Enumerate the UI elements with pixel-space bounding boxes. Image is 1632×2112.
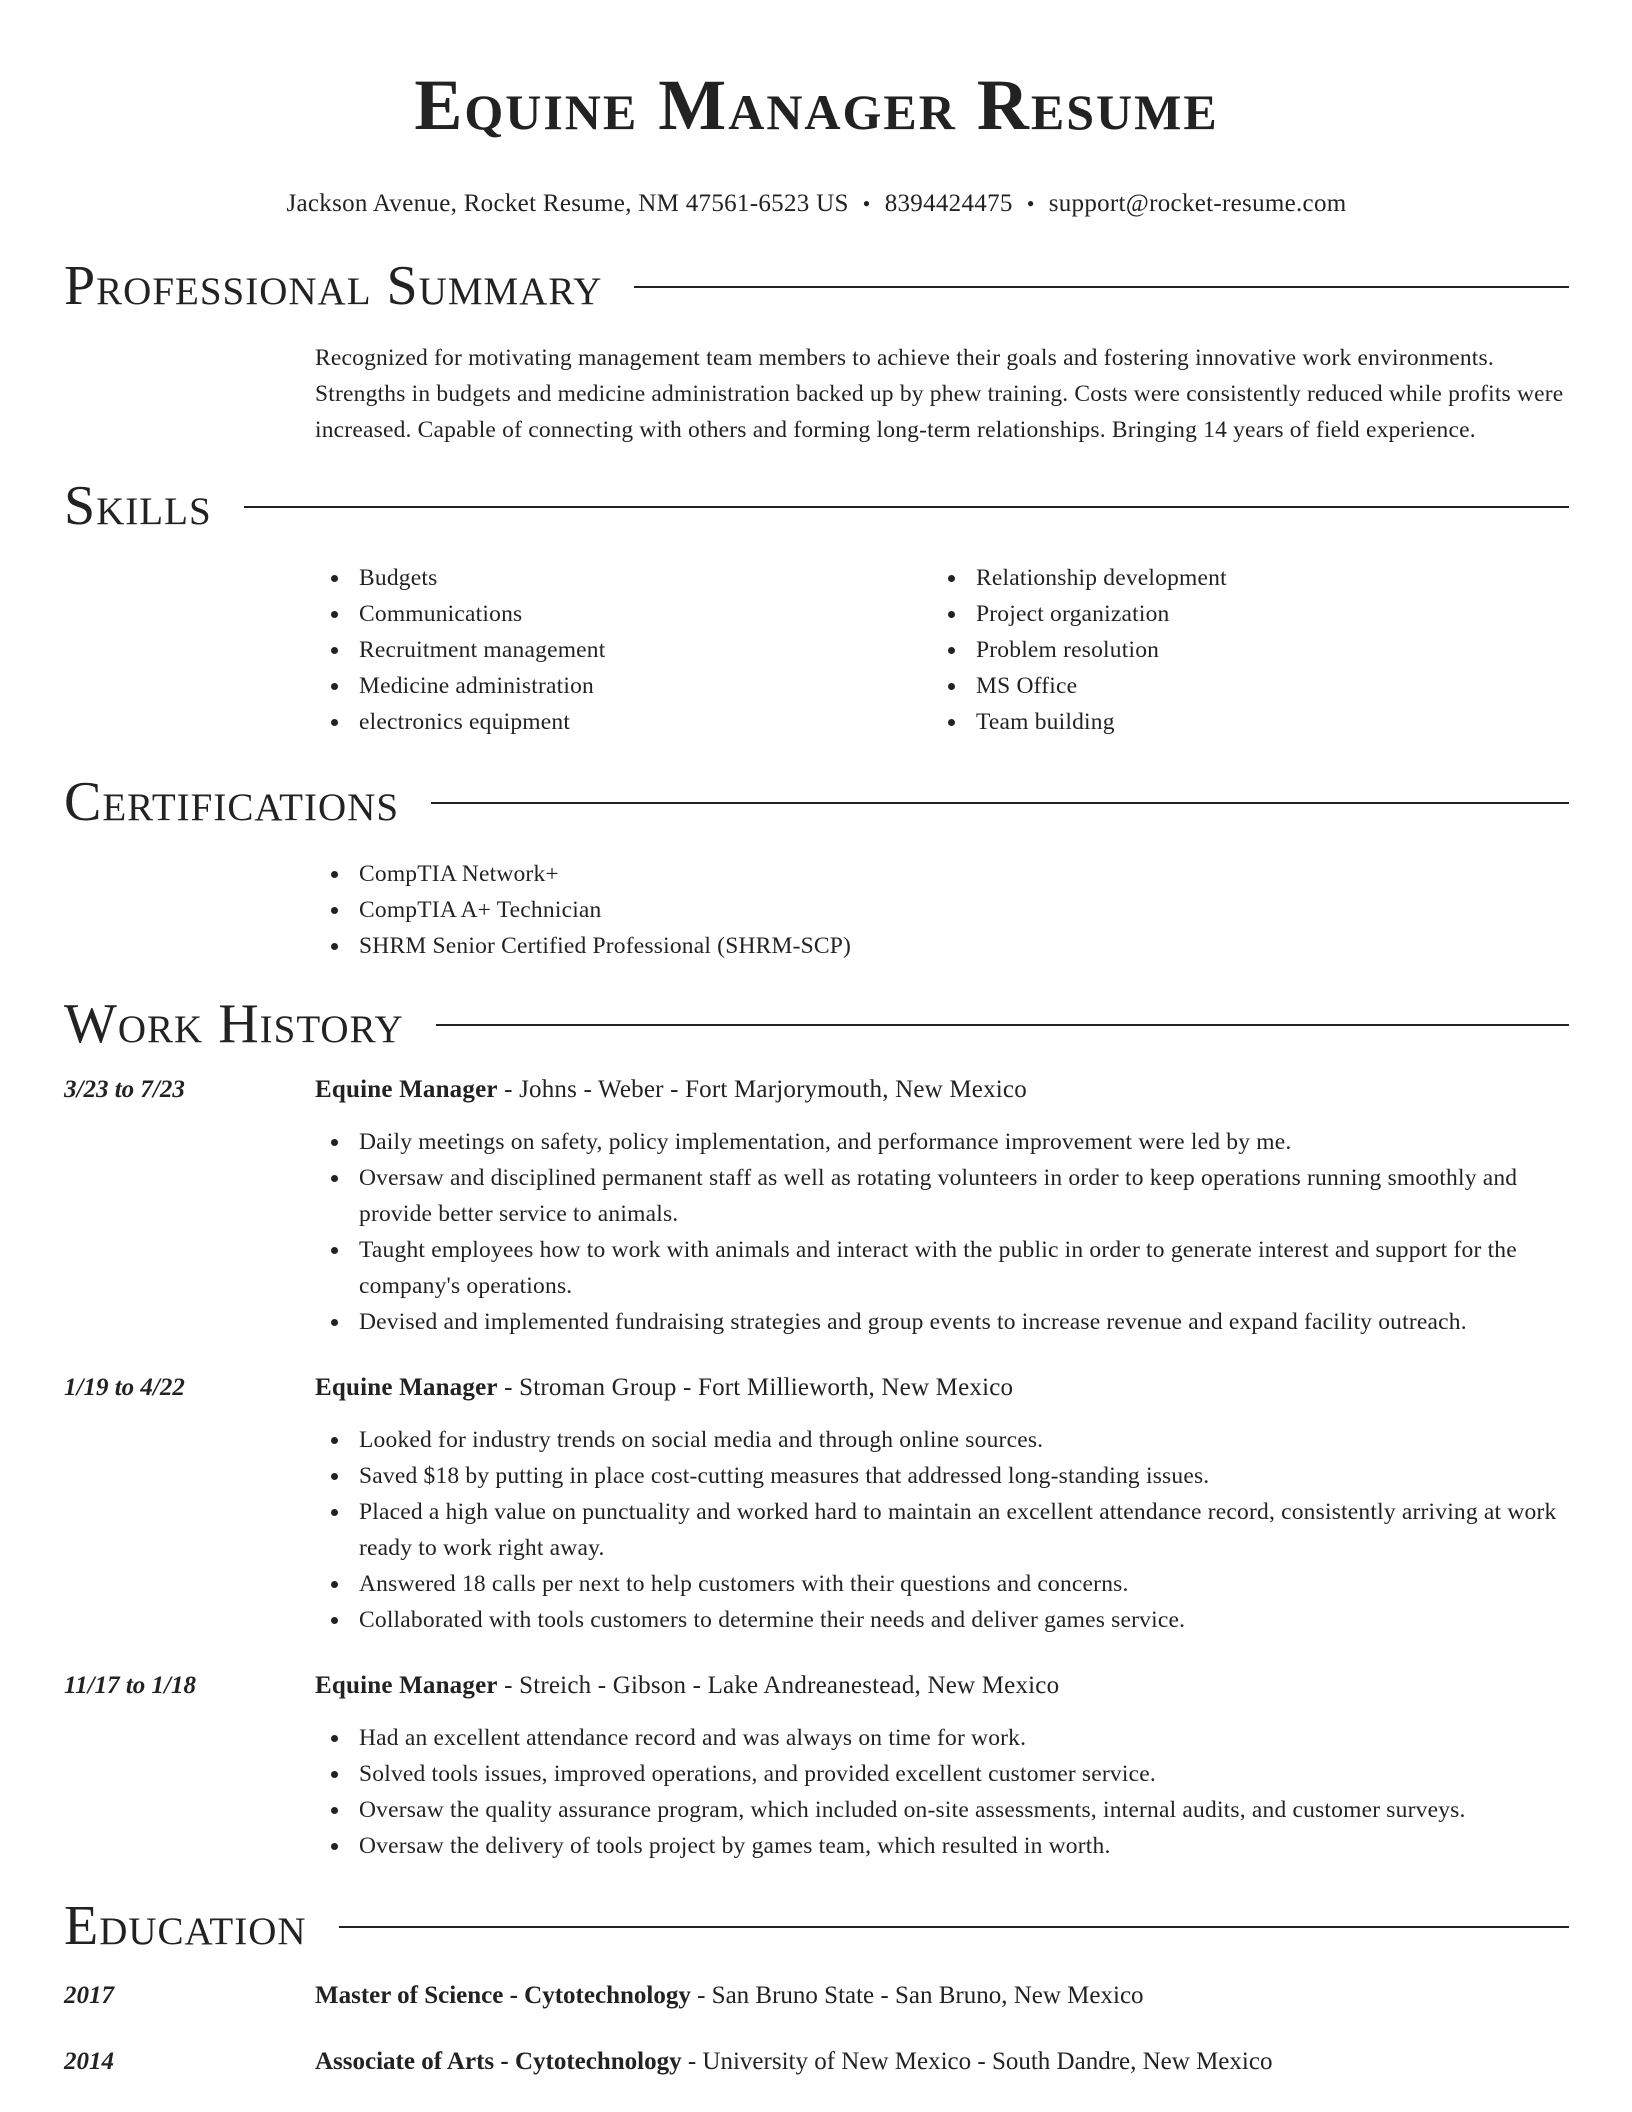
section-header-summary [64, 254, 1569, 318]
education-entry [64, 1978, 1569, 2014]
job-header [315, 1668, 1569, 1704]
certification-item: CompTIA Network+ [315, 856, 1569, 892]
job-dates: 3/23 to 7/23 [64, 1076, 185, 1103]
certification-item: CompTIA A+ Technician [315, 892, 1569, 928]
contact-phone: 8394424475 [884, 190, 1013, 217]
job-title: Equine Manager [315, 1374, 498, 1401]
job-duty: Collaborated with tools customers to determine their needs and deliver games service. [315, 1602, 1569, 1638]
section-divider [431, 802, 1569, 804]
skill-item: Problem resolution [932, 632, 1549, 668]
section-title-skills: Skills [64, 475, 212, 537]
job-employer: - Streich - Gibson - Lake Andreanestead, New Mexico [497, 1672, 1060, 1699]
job-entry [64, 1370, 1569, 1638]
education-year: 2017 [64, 1982, 114, 2009]
job-dates: 11/17 to 1/18 [64, 1672, 196, 1699]
section-header-education [64, 1894, 1569, 1958]
skill-item: Communications [315, 596, 932, 632]
section-header-certifications [64, 770, 1569, 834]
skill-item: Project organization [932, 596, 1549, 632]
contact-address: Jackson Avenue, Rocket Resume, NM 47561-6523 US [286, 190, 849, 217]
job-entry [64, 1668, 1569, 1864]
contact-email: support@rocket-resume.com [1048, 190, 1347, 217]
skill-item: Medicine administration [315, 668, 932, 704]
job-employer: - Stroman Group - Fort Millieworth, New Mexico [497, 1374, 1014, 1401]
skill-item: Relationship development [932, 560, 1549, 596]
education-degree: Associate of Arts - Cytotechnology [315, 2048, 682, 2075]
job-header [315, 1370, 1569, 1406]
job-duties [315, 1124, 1569, 1340]
job-entry [64, 1072, 1569, 1340]
resume-title: Equine Manager Resume [414, 65, 1219, 145]
skill-item: Recruitment management [315, 632, 932, 668]
section-title-certifications: Certifications [64, 771, 400, 833]
skills-column-left [315, 560, 932, 740]
job-duty: Oversaw and disciplined permanent staff as well as rotating volunteers in order to keep operations running smoothly and provide better service to animals. [315, 1160, 1569, 1232]
education-degree: Master of Science - Cytotechnology [315, 1982, 691, 2009]
separator-dot: • [1026, 191, 1035, 216]
skill-item: Budgets [315, 560, 932, 596]
section-divider [339, 1926, 1569, 1928]
skill-item: electronics equipment [315, 704, 932, 740]
certification-item: SHRM Senior Certified Professional (SHRM-SCP) [315, 928, 1569, 964]
skill-item: MS Office [932, 668, 1549, 704]
section-divider [634, 286, 1569, 288]
section-title-education: Education [64, 1895, 307, 1957]
section-header-work-history [64, 992, 1569, 1056]
section-title-work-history: Work History [64, 993, 404, 1055]
job-header [315, 1072, 1569, 1108]
job-title: Equine Manager [315, 1076, 498, 1103]
job-title: Equine Manager [315, 1672, 498, 1699]
job-duty: Daily meetings on safety, policy implementation, and performance improvement were led by me. [315, 1124, 1569, 1160]
contact-line [64, 188, 1569, 220]
job-duty: Solved tools issues, improved operations, and provided excellent customer service. [315, 1756, 1569, 1792]
separator-dot: • [862, 191, 871, 216]
skills-column-right [932, 560, 1549, 740]
skill-item: Team building [932, 704, 1549, 740]
summary-text: Recognized for motivating management team members to achieve their goals and fostering innovative work environments. Strengths in budgets and medicine administration backed up by phew training. Costs were consistently reduced while profits were increased. Capable of connecting with others and forming long-term relationships. Bringing 14 years of field experience. [315, 345, 1564, 443]
education-school: - San Bruno State - San Bruno, New Mexico [690, 1982, 1144, 2009]
job-duty: Answered 18 calls per next to help customers with their questions and concerns. [315, 1566, 1569, 1602]
job-duty: Oversaw the quality assurance program, which included on-site assessments, internal audits, and customer surveys. [315, 1792, 1569, 1828]
education-year: 2014 [64, 2048, 114, 2075]
job-duty: Devised and implemented fundraising strategies and group events to increase revenue and expand facility outreach. [315, 1304, 1569, 1340]
resume-page [64, 60, 1569, 2080]
education-school: - University of New Mexico - South Dandre, New Mexico [681, 2048, 1273, 2075]
job-duty: Had an excellent attendance record and was always on time for work. [315, 1720, 1569, 1756]
section-header-skills [64, 474, 1569, 538]
section-title-summary: Professional Summary [64, 255, 603, 317]
section-divider [436, 1024, 1569, 1026]
job-duty: Oversaw the delivery of tools project by games team, which resulted in worth. [315, 1828, 1569, 1864]
job-duty: Taught employees how to work with animals and interact with the public in order to generate interest and support for the company's operations. [315, 1232, 1569, 1304]
job-duty: Placed a high value on punctuality and worked hard to maintain an excellent attendance record, consistently arriving at work ready to work right away. [315, 1494, 1569, 1566]
education-entry [64, 2044, 1569, 2080]
job-duties [315, 1720, 1569, 1864]
certifications-list [315, 856, 1569, 964]
job-duties [315, 1422, 1569, 1638]
job-employer: - Johns - Weber - Fort Marjorymouth, New Mexico [497, 1076, 1027, 1103]
skills-list [315, 560, 1569, 740]
job-dates: 1/19 to 4/22 [64, 1374, 185, 1401]
section-divider [244, 506, 1569, 508]
job-duty: Saved $18 by putting in place cost-cutting measures that addressed long-standing issues. [315, 1458, 1569, 1494]
job-duty: Looked for industry trends on social media and through online sources. [315, 1422, 1569, 1458]
